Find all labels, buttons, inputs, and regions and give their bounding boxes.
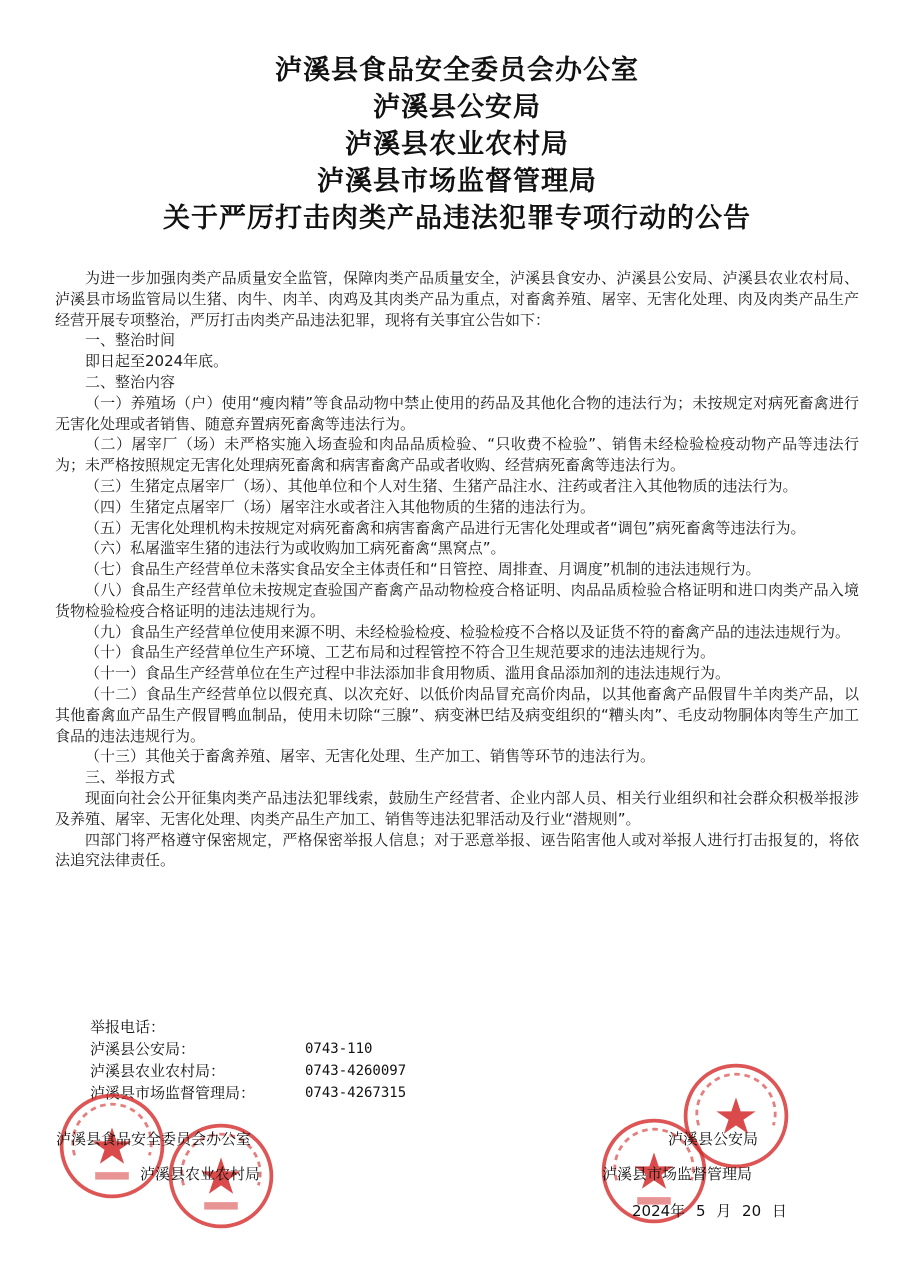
item-paragraph: （一）养殖场（户）使用“瘦肉精”等食品动物中禁止使用的药品及其他化合物的违法行为；未按规定对病死畜禽进行无害化处理或者销售、随意弃置病死畜禽等违法行为。 bbox=[55, 393, 859, 433]
paragraph: 现面向社会公开征集肉类产品违法犯罪线索，鼓励生产经营者、企业内部人员、相关行业组织和社会群众积极举报涉及养殖、屠宰、无害化处理、肉类产品生产加工、销售等违法犯罪活动及行业“潜规则”。 bbox=[55, 788, 859, 828]
item-paragraph: （四）生猪定点屠宰厂（场）屠宰注水或者注入其他物质的生猪的违法行为。 bbox=[85, 497, 596, 516]
issuer-line-4: 泸溪县市场监督管理局 bbox=[317, 166, 597, 197]
contact-org: 泸溪县公安局： bbox=[90, 1040, 196, 1058]
item-paragraph: （七）食品生产经营单位未落实食品安全主体责任和“日管控、周排查、月调度”机制的违法违规行为。 bbox=[85, 560, 761, 579]
issuer-line-3: 泸溪县农业农村局 bbox=[345, 129, 569, 160]
item-paragraph: （十）食品生产经营单位生产环境、工艺布局和过程管控不符合卫生规范要求的违法违规行为。 bbox=[85, 643, 716, 662]
item-paragraph: （八）食品生产经营单位未按规定查验国产畜禽产品动物检疫合格证明、肉品品质检验合格证明和进口肉类产品入境货物检验检疫合格证明的违法违规行为。 bbox=[55, 580, 859, 620]
paragraph: 即日起至2024年底。 bbox=[85, 352, 229, 371]
contact-row bbox=[90, 1060, 406, 1082]
item-paragraph: （三）生猪定点屠宰厂（场）、其他单位和个人对生猪、生猪产品注水、注药或者注入其他物质的违法行为。 bbox=[85, 476, 798, 495]
document-header bbox=[0, 52, 914, 237]
contact-row bbox=[90, 1038, 406, 1060]
signature-food-safety-office: 泸溪县食品安全委员会办公室 bbox=[56, 1130, 252, 1148]
item-paragraph: （十一）食品生产经营单位在生产过程中非法添加非食用物质、滥用食品添加剂的违法违规行为。 bbox=[85, 664, 731, 683]
contact-heading: 举报电话： bbox=[90, 1018, 166, 1036]
contact-phone: 0743-110 bbox=[305, 1041, 373, 1057]
intro-paragraph: 为进一步加强肉类产品质量安全监管，保障肉类产品质量安全，泸溪县食安办、泸溪县公安局、泸溪县农业农村局、泸溪县市场监管局以生猪、肉牛、肉羊、肉鸡及其肉类产品为重点，对畜禽养殖、屠宰、无害化处理、肉及肉类产品生产经营开展专项整治，严厉打击肉类产品违法犯罪，现将有关事宜公告如下： bbox=[55, 269, 859, 329]
contact-phone: 0743-4260097 bbox=[305, 1063, 407, 1079]
item-paragraph: （二）屠宰厂（场）未严格实施入场查验和肉品品质检验、“只收费不检验”、销售未经检验检疫动物产品等违法行为；未严格按照规定无害化处理病死畜禽和病害畜禽产品或者收购、经营病死畜禽等违法行为。 bbox=[55, 435, 859, 475]
signature-market-bureau: 泸溪县市场监督管理局 bbox=[602, 1165, 753, 1183]
item-paragraph: （十三）其他关于畜禽养殖、屠宰、无害化处理、生产加工、销售等环节的违法行为。 bbox=[85, 747, 656, 766]
contact-phone: 0743-4267315 bbox=[305, 1085, 407, 1101]
signature-public-security-bureau: 泸溪县公安局 bbox=[668, 1130, 759, 1148]
item-paragraph: （九）食品生产经营单位使用来源不明、未经检验检疫、检验检疫不合格以及证货不符的畜禽产品的违法违规行为。 bbox=[85, 622, 851, 641]
issuer-line-2: 泸溪县公安局 bbox=[373, 92, 541, 123]
announcement-body bbox=[55, 268, 859, 871]
section-heading-report: 三、举报方式 bbox=[85, 768, 176, 787]
issue-date: 2024年 5 月 20 日 bbox=[632, 1202, 787, 1220]
document-title: 关于严厉打击肉类产品违法犯罪专项行动的公告 bbox=[163, 203, 751, 234]
paragraph: 四部门将严格遵守保密规定，严格保密举报人信息；对于恶意举报、诬告陷害他人或对举报人进行打击报复的，将依法追究法律责任。 bbox=[55, 830, 859, 870]
section-heading-content: 二、整治内容 bbox=[85, 372, 176, 391]
item-paragraph: （五）无害化处理机构未按规定对病死畜禽和病害畜禽产品进行无害化处理或者“调包”病死畜禽等违法行为。 bbox=[85, 518, 806, 537]
section-heading-time: 一、整治时间 bbox=[85, 331, 176, 350]
item-paragraph: （六）私屠滥宰生猪的违法行为或收购加工病死畜禽“黑窝点”。 bbox=[85, 539, 506, 558]
signature-agriculture-bureau: 泸溪县农业农村局 bbox=[140, 1165, 261, 1183]
item-paragraph: （十二）食品生产经营单位以假充真、以次充好、以低价肉品冒充高价肉品，以其他畜禽产品假冒牛羊肉类产品，以其他畜禽血产品生产假冒鸭血制品，使用未切除“三腺”、病变淋巴结及病变组织的“糟头肉”、毛皮动物胴体肉等生产加工食品的违法违规行为。 bbox=[55, 684, 859, 745]
issuer-line-1: 泸溪县食品安全委员会办公室 bbox=[275, 55, 639, 86]
contact-org: 泸溪县农业农村局： bbox=[90, 1062, 226, 1080]
contact-org: 泸溪县市场监督管理局： bbox=[90, 1084, 256, 1102]
